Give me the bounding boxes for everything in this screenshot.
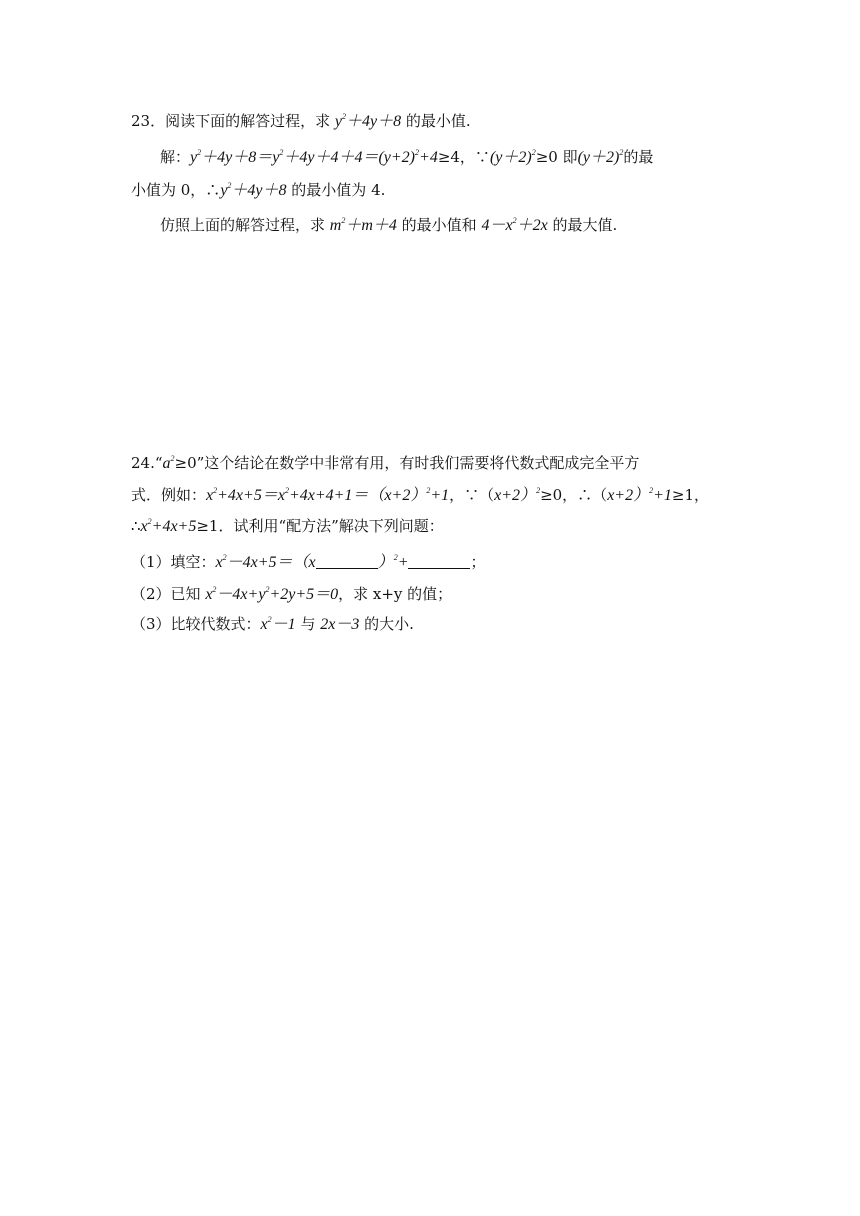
q23-line4-prefix: 仿照上面的解答过程，求: [160, 216, 330, 234]
q23-line3-suffix: 的最小值为 4.: [286, 181, 386, 199]
math-4-x2-2x: $4-x^2+2x$: [481, 216, 548, 234]
q24-line3: [131, 515, 444, 538]
math-y-plus-2-squared-2: $(y+2)^2$: [577, 148, 624, 166]
q24-line3-prefix: ∴: [131, 517, 141, 535]
q24-part2: [131, 583, 452, 606]
q24-part3-prefix: （3）比较代数式：: [131, 615, 261, 633]
math-y2-4y-8: $y^2+4y+8$: [334, 112, 402, 130]
math-y2-4y-8-b: $y^2+4y+8$: [220, 181, 287, 199]
q24-part1: [131, 551, 486, 574]
q24-line2-prefix: 式．例如：: [131, 486, 207, 504]
math-x2-4x-5: $x^2+4x+5$: [140, 517, 197, 535]
fill-blank-1[interactable]: [316, 554, 378, 569]
math-fill-close: ）$^2$+: [377, 553, 409, 571]
q23-line2-suffix: 的最: [623, 148, 654, 166]
math-example-expansion: $x^2+4x+5=x^2+4x+4+1=(x+2)^2+1$: [206, 486, 450, 504]
math-x-plus-2-sq: x+2）$^2$: [494, 486, 541, 504]
math-y-plus-2-squared: $(y+2)^2$: [489, 148, 536, 166]
math-a2: $a^2$: [162, 454, 175, 472]
q24-part3: [131, 613, 414, 636]
q23-line3-prefix: 小值为 0，∴: [131, 181, 221, 199]
q23-line1-suffix: 的最小值.: [401, 112, 471, 130]
q24-line2: [131, 484, 709, 507]
q23-line3: [131, 179, 385, 202]
q23-line2-mid: ≥4，∵: [437, 148, 490, 166]
fill-blank-2[interactable]: [408, 554, 470, 569]
q24-part1-prefix: （1）填空：: [131, 553, 216, 571]
q24-line1-prefix: 24.“: [131, 454, 163, 472]
q24-part3-mid: 与: [295, 615, 321, 633]
q24-line1-suffix: ≥0”这个结论在数学中非常有用，有时我们需要将代数式配成完全平方: [174, 454, 640, 472]
q23-line2-prefix: 解：: [160, 148, 191, 166]
q24-part3-suffix: 的大小.: [359, 615, 414, 633]
math-2x-minus-3: 2x－3: [320, 616, 360, 633]
math-x-plus-2-sq-plus-1: x+2）$^2$+1: [607, 486, 672, 504]
q24-line1: [131, 452, 639, 475]
q24-line2-mid: ，∵（: [449, 486, 495, 504]
q23-line4: [160, 214, 617, 237]
q23-line2-mid2: ≥0 即: [535, 148, 578, 166]
q24-line2-mid2: ≥0，∴（: [540, 486, 608, 504]
q23-line2: [160, 146, 653, 169]
q23-line4-mid: 的最小值和: [396, 216, 482, 234]
q24-part2-prefix: （2）已知: [131, 585, 206, 603]
q24-line3-suffix: ≥1．试利用“配方法”解决下列问题：: [196, 517, 444, 535]
q23-line4-suffix: 的最大值.: [547, 216, 618, 234]
q24-part1-suffix: ；: [470, 553, 486, 571]
math-fill-expr: $x^2-4x+5=(x$: [215, 553, 316, 571]
q23-line1-prefix: 23．阅读下面的解答过程，求: [131, 112, 335, 130]
math-x2-minus-1: $x^2-1$: [260, 615, 296, 633]
math-expansion: $y^2+4y+8=y^2+4y+4+4=(y+2)^2+4$: [190, 148, 438, 166]
q24-part2-suffix: ，求 x+y 的值；: [338, 585, 453, 603]
q23-line1: [131, 110, 471, 133]
math-m2-m-4: $m^2+m+4$: [329, 216, 397, 234]
q24-line2-suffix: ≥1，: [671, 486, 710, 504]
math-equation: $x^2-4x+y^2+2y+5=0$: [205, 585, 339, 603]
